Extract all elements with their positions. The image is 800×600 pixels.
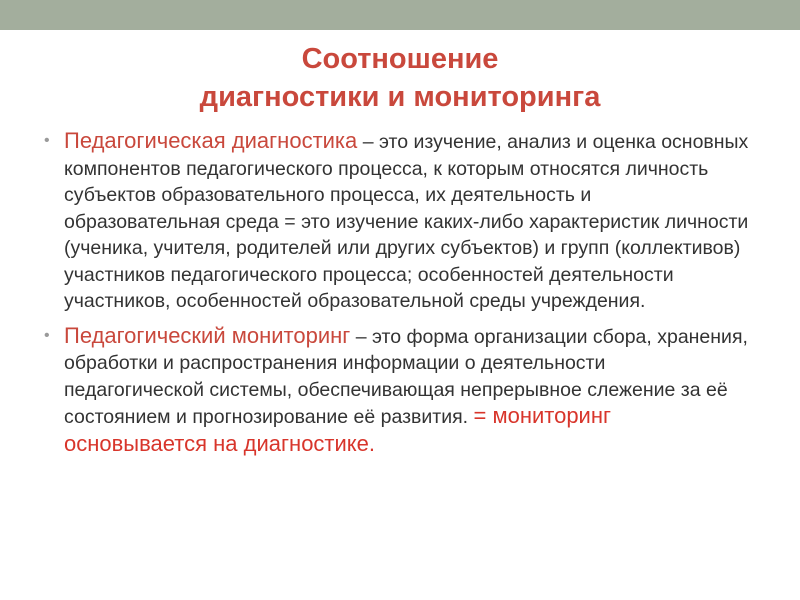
definition-monitoring: это форма организации сбора, хранения, обработки и распространения информации о деятельности педагогической системы, обеспечивающая непрерывное слежение за её состоянием и прогнозирование её развития. [64,325,748,428]
term-dash: – [350,325,372,348]
bullet-monitoring [40,323,750,459]
bullet-dot-icon: • [44,326,50,344]
bullet-diagnostics [40,128,750,315]
slide-content [40,128,750,466]
slide-title-line-1: Соотношение [301,43,499,75]
term-pedagogical-diagnostics: Педагогическая диагностика [64,128,358,153]
conclusion-statement: = мониторинг основывается на диагностике. [64,403,612,456]
top-decorative-bar [0,0,800,30]
term-pedagogical-monitoring: Педагогический мониторинг [64,322,351,348]
slide-title [0,40,800,116]
slide-title-line-2: диагностики и мониторинга [199,81,601,113]
term-dash: – [357,131,379,153]
bullet-dot-icon: • [44,132,50,149]
definition-diagnostics: это изучение, анализ и оценка основных компонентов педагогического процесса, к которым относятся личность субъектов образовательного процесса, их деятельность и образовательная среда = это изучение каких-либо характеристик личности (ученика, учителя, родителей или других субъектов) и групп (коллективов) участников педагогического процесса; особенностей деятельности участников, особенностей образовательной среды учреждения. [64,131,749,312]
